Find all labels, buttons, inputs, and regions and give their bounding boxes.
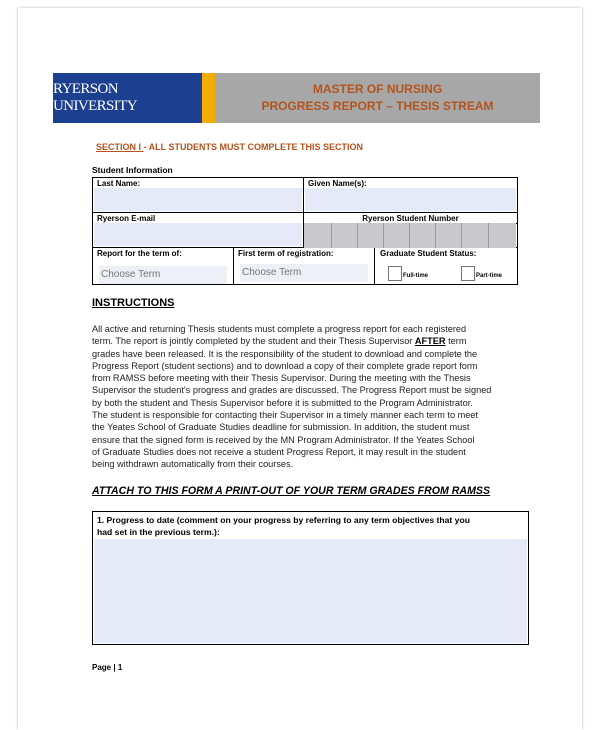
paragraph-line: from RAMSS before meeting with their Thesis Supervisor. During the meeting with the Thesis bbox=[92, 373, 471, 384]
student-number-digit[interactable] bbox=[357, 223, 383, 248]
report-term-cell bbox=[93, 248, 234, 284]
document-title bbox=[215, 73, 540, 123]
full-time-checkbox[interactable] bbox=[388, 266, 402, 281]
paragraph-line: ensure that the signed form is received by the MN Program Administrator. If the Yeates School bbox=[92, 434, 475, 445]
attach-notice: ATTACH TO THIS FORM A PRINT-OUT OF YOUR TERM GRADES FROM RAMSS bbox=[92, 485, 491, 497]
paragraph-line: All active and returning Thesis students must complete a progress report for each registered bbox=[92, 324, 467, 334]
student-number-digit[interactable] bbox=[435, 223, 461, 248]
paragraph-line: of Graduate Studies does not receive a student Progress Report, it may result in the student bbox=[92, 446, 466, 457]
paragraph-line: Supervisor the student's progress and grades are discussed. The Progress Report must be signed bbox=[92, 385, 492, 396]
title-line-1: MASTER OF NURSING bbox=[312, 82, 443, 96]
email-cell bbox=[93, 213, 304, 248]
paragraph-line: by both the student and Thesis Supervisor before it is submitted to the Program Administrator. bbox=[92, 397, 473, 408]
report-term-label: Report for the term of: bbox=[97, 249, 182, 258]
first-term-label: First term of registration: bbox=[238, 249, 334, 258]
section-rest: - ALL STUDENTS MUST COMPLETE THIS SECTION bbox=[143, 142, 364, 152]
section-heading bbox=[96, 142, 363, 152]
given-name-label: Given Name(s): bbox=[308, 179, 367, 188]
line-text: term. The report is jointly completed by the student and their Thesis Supervisor bbox=[92, 336, 415, 347]
progress-label bbox=[97, 514, 470, 538]
paragraph-line: grades have been released. It is the responsibility of the student to download and complete the bbox=[92, 348, 478, 359]
student-number-digit[interactable] bbox=[409, 223, 435, 248]
last-name-cell bbox=[93, 178, 304, 213]
banner-accent bbox=[202, 73, 215, 123]
given-name-cell bbox=[304, 178, 517, 213]
student-info-table bbox=[92, 177, 518, 285]
after-emphasis: AFTER bbox=[414, 336, 446, 347]
paragraph-line: the Yeates School of Graduate Studies deadline for submission. In addition, the student must bbox=[92, 422, 470, 433]
section-prefix: SECTION I bbox=[96, 142, 144, 152]
email-field[interactable] bbox=[94, 223, 302, 246]
student-info-heading: Student Information bbox=[92, 165, 173, 175]
page-label: Page | bbox=[92, 663, 118, 672]
student-number-label: Ryerson Student Number bbox=[304, 214, 517, 224]
first-term-cell bbox=[234, 248, 375, 284]
progress-label-line: had set in the previous term.): bbox=[97, 527, 220, 537]
page-num: 1 bbox=[117, 663, 123, 672]
email-label: Ryerson E-mail bbox=[97, 214, 156, 223]
report-term-dropdown[interactable]: Choose Term bbox=[99, 266, 227, 284]
last-name-label: Last Name: bbox=[97, 179, 141, 188]
last-name-field[interactable] bbox=[94, 188, 302, 211]
student-number-digit[interactable] bbox=[488, 223, 516, 248]
paragraph-line: The student is responsible for contacting their Supervisor in a timely manner each term to meet bbox=[92, 410, 479, 421]
title-line-2: PROGRESS REPORT – THESIS STREAM bbox=[261, 99, 494, 113]
instructions-paragraph bbox=[92, 323, 491, 471]
instructions-heading: INSTRUCTIONS bbox=[92, 297, 175, 309]
part-time-label: Part-time bbox=[476, 273, 503, 279]
paragraph-line: being withdrawn automatically from their courses. bbox=[92, 459, 294, 470]
progress-label-line: 1. Progress to date (comment on your progress by referring to any term objectives that you bbox=[97, 515, 470, 525]
paragraph-line: Progress Report (student sections) and to download a copy of their complete grade report form bbox=[92, 360, 478, 371]
progress-box bbox=[92, 511, 529, 645]
line-tail: term bbox=[445, 336, 467, 347]
part-time-checkbox[interactable] bbox=[461, 266, 475, 281]
status-cell bbox=[375, 248, 517, 284]
student-number-digit[interactable] bbox=[304, 223, 331, 248]
status-label: Graduate Student Status: bbox=[380, 249, 477, 258]
paragraph-line bbox=[92, 335, 491, 347]
logo-text: RYERSON UNIVERSITY bbox=[53, 81, 137, 114]
student-number-digit[interactable] bbox=[331, 223, 357, 248]
first-term-dropdown[interactable]: Choose Term bbox=[240, 264, 368, 282]
given-name-field[interactable] bbox=[305, 188, 516, 211]
student-number-digit[interactable] bbox=[461, 223, 488, 248]
university-logo bbox=[53, 73, 202, 123]
student-number-digit[interactable] bbox=[383, 223, 409, 248]
page-number bbox=[92, 663, 122, 672]
progress-textarea[interactable] bbox=[94, 539, 527, 643]
full-time-label: Full-time bbox=[403, 273, 428, 279]
